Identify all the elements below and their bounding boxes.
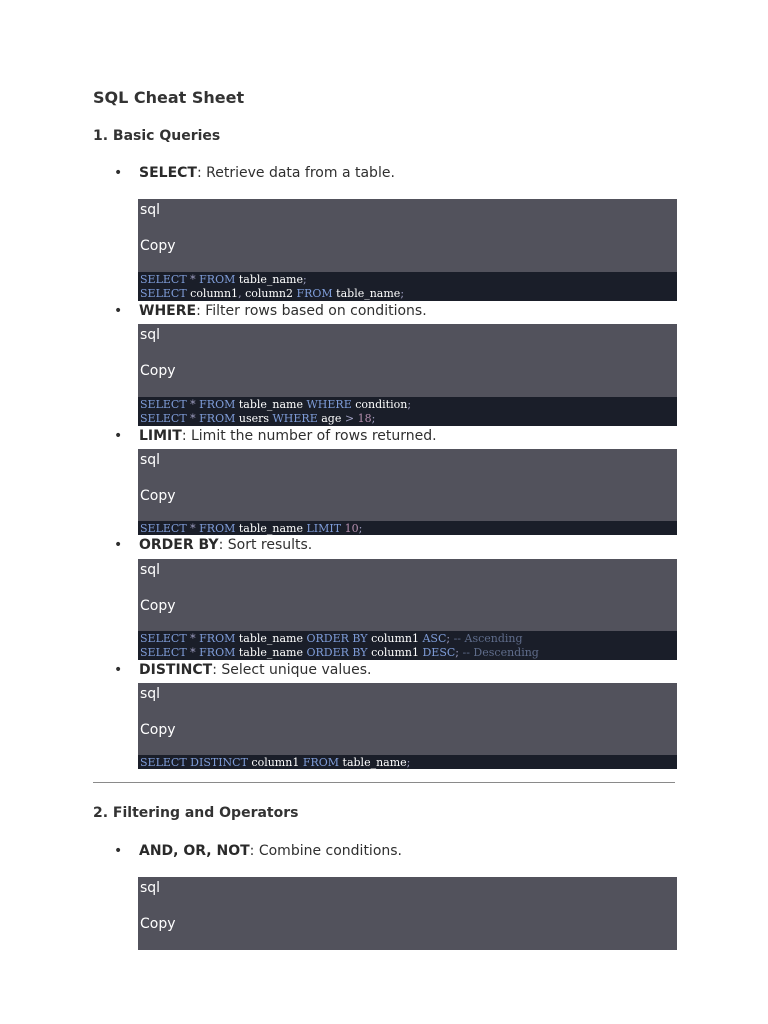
item-description: : Limit the number of rows returned.	[181, 428, 437, 444]
code-token: ;	[406, 756, 411, 769]
code-token: >	[344, 412, 358, 425]
code-token: FROM	[199, 632, 236, 645]
code-line	[140, 273, 675, 287]
keyword-label: AND, OR, NOT	[139, 843, 250, 859]
code-token: LIMIT	[306, 522, 342, 535]
code-token: table_name	[339, 756, 407, 769]
keyword-label: SELECT	[139, 165, 197, 181]
code-token: SELECT	[140, 412, 187, 425]
code-token: SELECT	[140, 522, 187, 535]
code-token: *	[186, 398, 200, 411]
code-line	[140, 756, 675, 770]
code-token: table_name	[235, 646, 307, 659]
code-token: *	[186, 522, 200, 535]
code-token: *	[186, 646, 200, 659]
code-token: ;	[400, 287, 405, 300]
code-line	[140, 646, 675, 660]
code-token: ;	[455, 646, 463, 659]
keyword-label: LIMIT	[139, 428, 182, 444]
code-line	[140, 287, 675, 301]
code-token: WHERE	[306, 398, 352, 411]
code-line	[140, 398, 675, 412]
page-title: SQL Cheat Sheet	[93, 88, 245, 107]
code-token: ;	[358, 522, 363, 535]
bullet-icon: •	[114, 165, 123, 181]
code-language-label: sql	[140, 327, 161, 343]
code-token: FROM	[199, 522, 236, 535]
code-token: table_name	[235, 522, 307, 535]
code-token: table_name	[235, 273, 303, 286]
code-token: *	[186, 412, 200, 425]
code-token: column1	[186, 287, 239, 300]
code-token: SELECT	[140, 756, 187, 769]
code-token: SELECT	[140, 632, 187, 645]
code-token: -- Ascending	[453, 632, 523, 645]
bullet-icon: •	[114, 428, 123, 444]
code-block-distinct	[138, 683, 677, 769]
code-token: ORDER BY	[306, 632, 368, 645]
code-content	[138, 755, 677, 769]
code-token: ,	[238, 287, 246, 300]
code-block-select	[138, 199, 677, 301]
code-token: SELECT	[140, 398, 187, 411]
code-token: ;	[446, 632, 454, 645]
code-token: WHERE	[272, 412, 318, 425]
code-content	[138, 521, 677, 535]
bullet-icon: •	[114, 537, 123, 553]
code-token: FROM	[302, 756, 340, 769]
code-token: SELECT	[140, 287, 187, 300]
bullet-icon: •	[114, 843, 123, 859]
code-token: condition	[351, 398, 408, 411]
item-description: : Sort results.	[218, 537, 313, 553]
code-token: table_name	[235, 398, 307, 411]
copy-button[interactable]: Copy	[140, 598, 176, 614]
section-heading-basic-queries: 1. Basic Queries	[93, 128, 221, 144]
code-token: 18	[357, 412, 372, 425]
code-token: ;	[303, 273, 307, 286]
code-token: FROM	[199, 646, 236, 659]
code-token: users	[235, 412, 273, 425]
code-line	[140, 632, 675, 646]
code-token: ;	[407, 398, 412, 411]
copy-button[interactable]: Copy	[140, 363, 176, 379]
code-block-limit	[138, 449, 677, 535]
code-token: ;	[371, 412, 376, 425]
code-content	[138, 631, 677, 660]
code-token: column1	[367, 632, 423, 645]
code-line	[140, 522, 675, 536]
copy-button[interactable]: Copy	[140, 238, 176, 254]
item-description: : Filter rows based on conditions.	[196, 303, 427, 319]
code-token: column1	[247, 756, 303, 769]
code-language-label: sql	[140, 880, 161, 896]
bullet-icon: •	[114, 662, 123, 678]
code-token: *	[186, 632, 200, 645]
code-block-where	[138, 324, 677, 426]
code-token: FROM	[199, 398, 236, 411]
keyword-label: WHERE	[139, 303, 197, 319]
code-block-and-or-not	[138, 877, 677, 950]
code-block-order-by	[138, 559, 677, 660]
code-token: -- Descending	[462, 646, 539, 659]
code-language-label: sql	[140, 202, 161, 218]
item-description: : Retrieve data from a table.	[196, 165, 395, 181]
code-token: DESC	[422, 646, 456, 659]
section-heading-filtering: 2. Filtering and Operators	[93, 805, 299, 821]
code-language-label: sql	[140, 562, 161, 578]
keyword-label: DISTINCT	[139, 662, 213, 678]
code-token: ASC	[422, 632, 447, 645]
section-divider	[93, 782, 675, 783]
item-description: : Select unique values.	[212, 662, 372, 678]
code-token: SELECT	[140, 646, 187, 659]
code-token: age	[317, 412, 345, 425]
code-line	[140, 412, 675, 426]
keyword-label: ORDER BY	[139, 537, 219, 553]
code-token: table_name	[332, 287, 401, 300]
code-content	[138, 272, 677, 301]
code-token: column2	[245, 287, 297, 300]
bullet-icon: •	[114, 303, 123, 319]
code-token: FROM	[199, 412, 236, 425]
code-token: *	[186, 273, 200, 286]
copy-button[interactable]: Copy	[140, 722, 176, 738]
code-token: FROM	[296, 287, 333, 300]
item-description: : Combine conditions.	[249, 843, 403, 859]
code-token: DISTINCT	[190, 756, 248, 769]
code-token: FROM	[199, 273, 236, 286]
code-token: SELECT	[140, 273, 187, 286]
code-content	[138, 397, 677, 426]
code-token: ORDER BY	[306, 646, 368, 659]
code-language-label: sql	[140, 686, 161, 702]
copy-button[interactable]: Copy	[140, 916, 176, 932]
code-token: column1	[367, 646, 423, 659]
code-language-label: sql	[140, 452, 161, 468]
code-token: table_name	[235, 632, 307, 645]
code-token: 10	[344, 522, 359, 535]
copy-button[interactable]: Copy	[140, 488, 176, 504]
